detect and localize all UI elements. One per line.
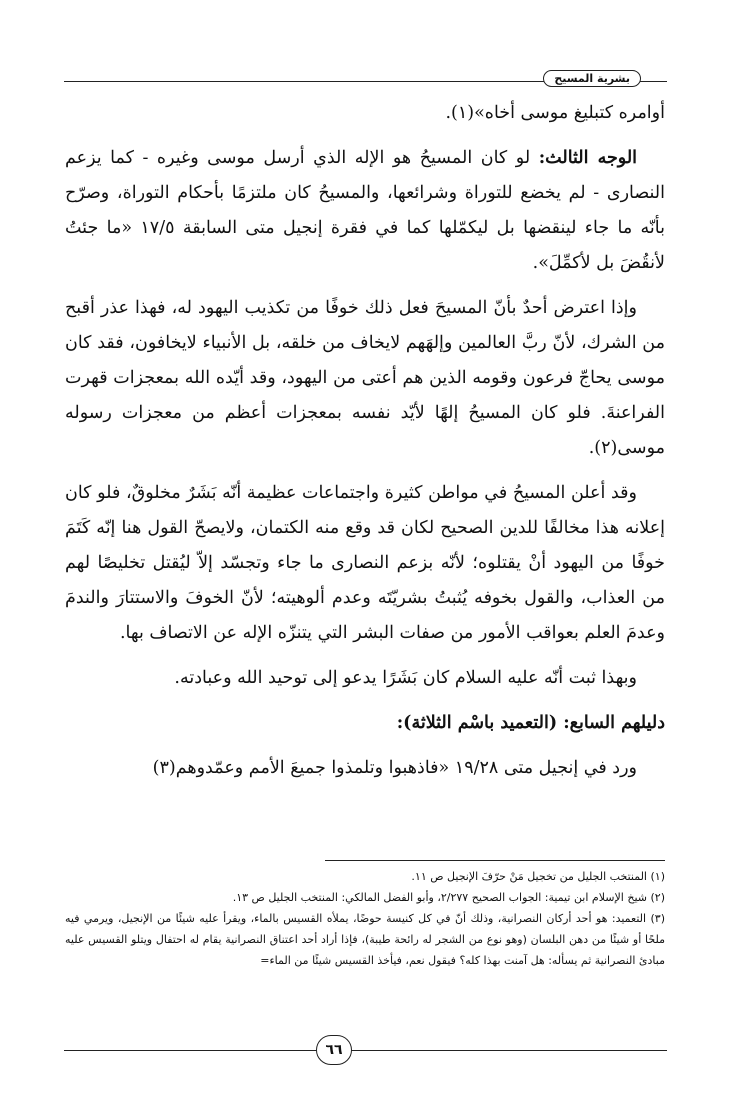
page-number: ٦٦ bbox=[316, 1035, 352, 1065]
paragraph: ورد في إنجيل متى ١٩/٢٨ «فاذهبوا وتلمذوا جميعَ الأمم وعمّدوهم(٣) bbox=[152, 758, 637, 778]
footnote-rule bbox=[325, 860, 665, 861]
section-heading: دليلهم السابع: (التعميد باسْم الثلاثة): bbox=[396, 713, 665, 733]
paragraph bbox=[65, 141, 665, 281]
paragraph: وبهذا ثبت أنّه عليه السلام كان بَشَرًا يدعو إلى توحيد الله وعبادته. bbox=[174, 668, 637, 688]
paragraph-text: لو كان المسيحُ هو الإله الذي أرسل موسى وغيره - كما يزعم النصارى - لم يخضع للتوراة وشرائعها، والمسيحُ كان ملتزمًا بأحكام التوراة، وصرّح بأنّه ما جاء لينقضها بل ليكمّلها كما في فقرة إنجيل متى السابقة ١٧/٥ «ما جئتُ لأنقُضَ بل لأكمِّلَ». bbox=[65, 148, 665, 273]
paragraph: وقد أعلن المسيحُ في مواطن كثيرة واجتماعات عظيمة أنّه بَشَرٌ مخلوقٌ، فلو كان إعلانه هذا مخالفًا للدين الصحيح لكان قد وقع منه الكتمان، ولايصحّ القول هنا إنّه كَتَمَ خوفًا من اليهود أنْ يقتلوه؛ لأنّه بزعم النصارى ما جاء وتجسّد إلاّ ليُقتل تخليصًا لهم من العذاب، والقول بخوفه يُثبتُ بشريّتَه وعدم ألوهيته؛ لأنّ الخوفَ والاستتارَ والندمَ وعدمَ العلم بعواقب الأمور من صفات البشر التي يتنزّه الإله عن الاتصاف بها. bbox=[65, 483, 665, 643]
page-body bbox=[65, 96, 665, 796]
section-lead: الوجه الثالث: bbox=[538, 148, 638, 168]
footnote: (٣) التعميد: هو أحد أركان النصرانية، وذلك أنّ في كل كنيسة حوضًا، يملأه القسيس بالماء، ويقرأ عليه شيئًا من الإنجيل، ويرمي فيه ملحًا أو شيئًا من دهن البلسان (وهو نوع من الشجر له رائحة طيبة)، فإذا أراد أحد اعتناق النصرانية يقام له احتفال ويتلو القسيس عليه مبادئ النصرانية ثم يسأله: هل آمنت بهذا كله؟ فيقول نعم، فيأخذ القسيس شيئًا من الماء= bbox=[65, 912, 665, 967]
footnotes bbox=[65, 866, 665, 971]
running-title: بشرية المسيح bbox=[543, 70, 641, 87]
footnote: (١) المنتخب الجليل من تخجيل مَنْ حرّفَ الإنجيل ص ١١. bbox=[411, 870, 665, 883]
paragraph: أوامره كتبليغ موسى أخاه»(١). bbox=[445, 103, 665, 123]
footer-rule bbox=[64, 1050, 667, 1051]
footnote: (٢) شيخ الإسلام ابن تيمية: الجواب الصحيح ٢/٢٧٧، وأبو الفضل المالكي: المنتخب الجليل ص ١٣. bbox=[232, 891, 665, 904]
paragraph: وإذا اعترض أحدٌ بأنّ المسيحَ فعل ذلك خوفًا من تكذيب اليهود له، فهذا عذر أقبح من الشرك، لأنّ ربَّ العالمين وإلهَهم لايخاف من خلقه، بل الأنبياء لايخافون، فقد كان موسى يحاجّ فرعون وقومه الذين هم أعتى من اليهود، وقد أيّده الله بمعجزات قهرت الفراعنةَ. فلو كان المسيحُ إلهًا لأيّد نفسه بمعجزات أعظم من معجزات رسوله موسى(٢). bbox=[65, 298, 665, 458]
